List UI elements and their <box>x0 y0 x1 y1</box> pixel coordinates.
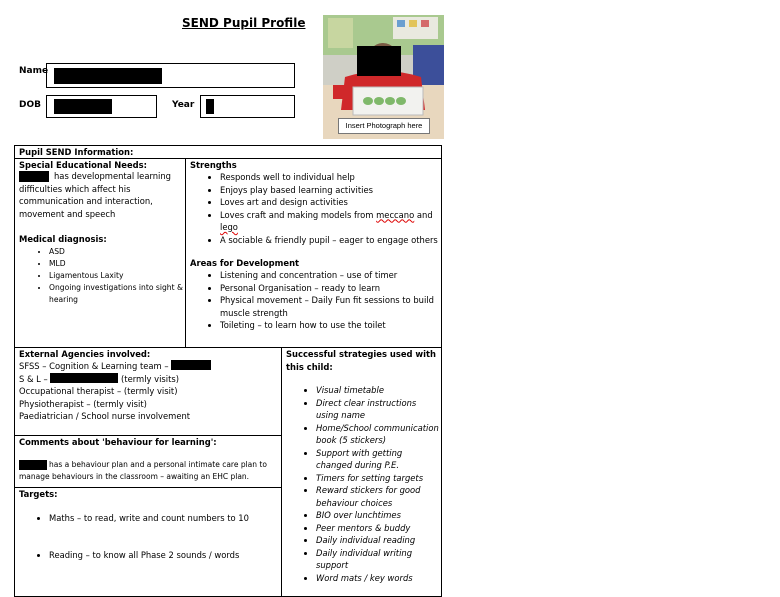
strengths-list <box>186 171 441 246</box>
list-item-text: changed during P.E. <box>316 460 399 470</box>
list-item: • Word mats / key words <box>316 572 441 585</box>
list-item-text: muscle strength <box>220 307 288 318</box>
list-item <box>220 294 441 319</box>
list-item-text: Daily individual writing <box>316 547 413 558</box>
send-info-header <box>14 145 442 159</box>
target-item-1 <box>15 512 281 525</box>
agency-text: (termly visits) <box>121 373 180 384</box>
list-item: • ASD <box>49 246 185 258</box>
list-item-text: Home/School communication <box>316 422 439 433</box>
redaction-bar <box>171 360 211 370</box>
list-item: • Personal Organisation – ready to learn <box>220 282 441 295</box>
strategies-cell <box>281 347 442 597</box>
list-item: • Maths – to read, write and count numbers to 10 <box>49 512 281 525</box>
list-item-text: lego <box>220 222 238 232</box>
strategies-title-line2: this child: <box>286 361 333 372</box>
list-item-text: and <box>416 209 433 220</box>
list-item-text: Support with getting <box>316 447 403 458</box>
name-label: Name <box>19 66 49 76</box>
year-field[interactable] <box>200 95 295 118</box>
list-item: • A sociable & friendly pupil – eager to engage others <box>220 234 441 247</box>
list-item: • Visual timetable <box>316 384 441 397</box>
agency-text: SFSS – Cognition & Learning team – <box>19 361 169 371</box>
year-label: Year <box>172 100 195 110</box>
list-item-text: hearing <box>49 295 79 304</box>
behaviour-cell <box>14 435 282 488</box>
list-item-text: behaviour choices <box>316 497 393 508</box>
list-item-text: Direct clear instructions <box>316 397 417 408</box>
sen-text: has developmental learning difficulties which affect his communication and interaction, movement and speech <box>19 171 172 219</box>
list-item: • Listening and concentration – use of timer <box>220 269 441 282</box>
list-item <box>316 484 441 509</box>
list-item <box>316 422 441 447</box>
list-item: • Toileting – to learn how to use the toilet <box>220 319 441 332</box>
list-item <box>316 447 441 472</box>
redaction-bar <box>19 460 47 470</box>
list-item-text: book (5 stickers) <box>316 435 386 445</box>
insert-photo-button[interactable]: Insert Photograph here <box>338 118 430 134</box>
targets-title: Targets: <box>19 489 58 499</box>
list-item: • Reading – to know all Phase 2 sounds / words <box>49 549 281 562</box>
list-item-text: Ongoing investigations into sight & <box>49 283 183 292</box>
development-title: Areas for Development <box>190 258 300 268</box>
medical-title: Medical diagnosis: <box>19 234 107 244</box>
list-item <box>316 397 441 422</box>
redaction-bar <box>54 99 112 114</box>
agency-line <box>19 373 179 386</box>
list-item: • MLD <box>49 258 185 270</box>
strengths-title: Strengths <box>190 160 237 170</box>
pupil-photo <box>323 15 444 139</box>
list-item: • Loves art and design activities <box>220 196 441 209</box>
list-item <box>220 209 441 234</box>
sen-title: Special Educational Needs: <box>19 160 148 170</box>
list-item <box>49 282 185 306</box>
agency-line <box>19 360 211 373</box>
list-item: • Enjoys play based learning activities <box>220 184 441 197</box>
behaviour-title: Comments about 'behaviour for learning': <box>19 437 217 447</box>
strategies-list <box>282 384 441 584</box>
targets-cell <box>14 487 282 597</box>
redaction-bar <box>206 99 214 114</box>
agencies-cell <box>14 347 282 436</box>
target-item-2 <box>15 549 281 562</box>
behaviour-text: manage behaviours in the classroom – awaiting an EHC plan. <box>19 472 250 481</box>
list-item: • Peer mentors & buddy <box>316 522 441 535</box>
behaviour-text: has a behaviour plan and a personal intimate care plan to <box>49 460 267 469</box>
agencies-title: External Agencies involved: <box>19 349 151 359</box>
agency-text: S & L – <box>19 373 48 384</box>
strategies-title: Successful strategies used with <box>286 349 436 359</box>
agency-line: Physiotherapist – (termly visit) <box>19 398 147 409</box>
dob-field[interactable] <box>46 95 157 118</box>
list-item-text: Loves craft and making models from <box>220 209 374 220</box>
list-item-text: Reward stickers for good <box>316 485 421 495</box>
page-title: SEND Pupil Profile <box>182 16 306 30</box>
list-item <box>316 547 441 572</box>
strengths-cell <box>185 158 442 348</box>
list-item: • BIO over lunchtimes <box>316 509 441 522</box>
send-info-title: Pupil SEND Information: <box>19 147 134 157</box>
agency-line: Occupational therapist – (termly visit) <box>19 386 178 396</box>
name-field[interactable] <box>46 63 295 88</box>
development-list <box>186 269 441 332</box>
list-item-text: Physical movement – Daily Fun fit sessions to build <box>220 295 434 305</box>
list-item-text: using name <box>316 410 366 420</box>
list-item: • Timers for setting targets <box>316 472 441 485</box>
list-item: • Ligamentous Laxity <box>49 270 185 282</box>
agency-line: Paediatrician / School nurse involvement <box>19 411 191 421</box>
redaction-bar <box>50 373 118 383</box>
dob-label: DOB <box>19 100 41 110</box>
list-item: • Responds well to individual help <box>220 171 441 184</box>
sen-cell <box>14 158 186 348</box>
list-item-text: meccano <box>376 209 415 220</box>
list-item: • Daily individual reading <box>316 534 441 547</box>
redaction-bar <box>54 68 162 84</box>
list-item-text: support <box>316 560 349 570</box>
medical-list <box>15 246 185 306</box>
